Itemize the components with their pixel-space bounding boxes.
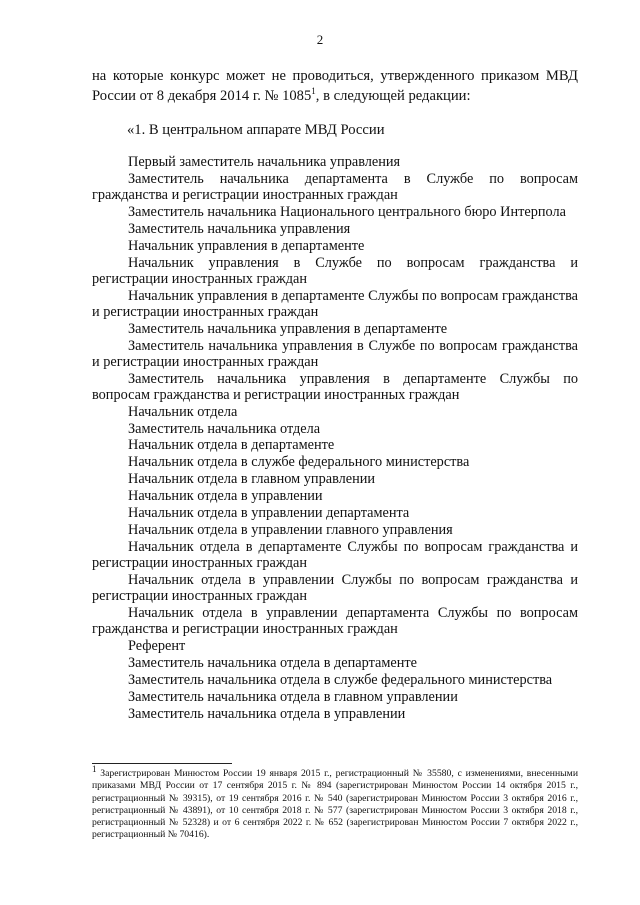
positions-list [92,154,578,723]
position-item: Начальник отдела в управлении департамента [128,505,410,522]
position-item: Заместитель начальника департамента в Службе по вопросам гражданства и регистрации иностранных граждан [92,170,578,203]
position-item: Заместитель начальника отдела в главном управлении [128,688,458,705]
position-item: Заместитель начальника управления [128,220,351,237]
position-item: Заместитель начальника отдела [128,420,321,437]
position-item: Начальник отдела в департаменте [128,437,335,454]
intro-text: на которые конкурс может не проводиться, утвержденного приказом МВД России от 8 декабря 2014 г. № 1085 [92,68,578,104]
position-item: Заместитель начальника отдела в управлении [128,705,406,722]
position-item: Заместитель начальника управления в департаменте [128,320,448,337]
footnote [92,763,578,842]
position-item: Заместитель начальника управления в департаменте Службы по вопросам гражданства и регистрации иностранных граждан [92,370,578,403]
footnote-reference[interactable]: 1 [311,86,316,97]
position-item: Начальник управления в департаменте [128,237,365,254]
position-item: Начальник управления в департаменте Службы по вопросам гражданства и регистрации иностранных граждан [92,287,578,320]
section-heading: «1. В центральном аппарате МВД России [127,122,385,138]
position-item: Начальник отдела в управлении департамента Службы по вопросам гражданства и регистрации иностранных граждан [92,605,578,638]
position-item: Начальник отдела в службе федерального министерства [128,454,470,471]
position-item: Начальник отдела в управлении [128,488,323,505]
position-item: Начальник отдела в департаменте Службы по вопросам гражданства и регистрации иностранных граждан [92,539,578,572]
position-item: Начальник отдела [128,403,238,420]
footnote-marker: 1 [92,763,97,774]
position-item: Заместитель начальника отдела в службе федерального министерства [128,671,553,688]
footnote-text: Зарегистрирован Минюстом России 19 января 2015 г., регистрационный № 35580, с изменениями, внесенными приказами МВД России от 17 сентября 2015 г. № 894 (зарегистрирован Минюстом России 14 октября 2015 г., регистрационный № 39315), от 19 сентября 2016 г. № 540 (зарегистрирован Минюстом России 3 октября 2016 г., регистрационный № 43891), от 10 сентября 2018 г. № 577 (зарегистрирован Минюстом России 3 октября 2018 г., регистрационный № 52328) и от 6 сентября 2022 г. № 652 (зарегистрирован Минюстом России 7 октября 2022 г., регистрационный № 70416). [92,768,578,841]
intro-paragraph [92,66,578,106]
position-item: Начальник отдела в главном управлении [128,471,376,488]
position-item: Заместитель начальника Национального центрального бюро Интерпола [128,203,566,220]
position-item: Референт [128,638,186,655]
intro-text-end: , в следующей редакции: [315,88,471,104]
position-item: Заместитель начальника управления в Службе по вопросам гражданства и регистрации иностранных граждан [92,337,578,370]
footnote-divider [92,763,232,764]
position-item: Начальник управления в Службе по вопросам гражданства и регистрации иностранных граждан [92,254,578,287]
position-item: Начальник отдела в управлении Службы по вопросам гражданства и регистрации иностранных граждан [92,572,578,605]
position-item: Заместитель начальника отдела в департаменте [128,655,418,671]
position-item: Начальник отдела в управлении главного управления [128,522,453,539]
page-number: 2 [316,32,324,47]
position-item: Первый заместитель начальника управления [128,154,401,170]
